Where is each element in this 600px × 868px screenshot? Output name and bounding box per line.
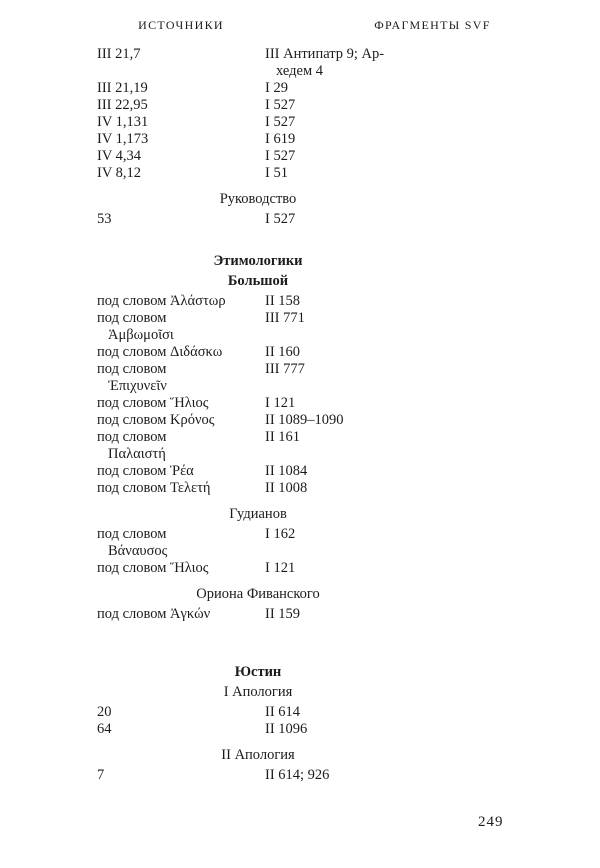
source-ref: IV 8,12 bbox=[97, 165, 142, 181]
source-ref: под словом Ἥλιος bbox=[97, 395, 209, 411]
source-cell bbox=[97, 721, 265, 738]
source-cell bbox=[97, 131, 265, 148]
fragment-cell bbox=[265, 361, 419, 395]
section-heading: Ориона Фиванского bbox=[196, 586, 320, 602]
source-ref: 64 bbox=[97, 721, 112, 737]
source-ref: Ἀμβωμοῖσι bbox=[108, 327, 174, 343]
index-row bbox=[97, 148, 419, 165]
index-table bbox=[97, 46, 419, 784]
fragment-cell bbox=[265, 767, 419, 784]
index-row bbox=[97, 310, 419, 344]
source-ref: под словом Κρόνος bbox=[97, 412, 215, 428]
source-cell bbox=[97, 560, 265, 577]
section-gap bbox=[97, 228, 419, 244]
section-heading: Большой bbox=[227, 273, 289, 289]
fragment-ref: II 1008 bbox=[265, 480, 308, 496]
section-gap bbox=[97, 623, 419, 639]
source-cell bbox=[97, 293, 265, 310]
fragment-cell bbox=[265, 80, 419, 97]
source-cell bbox=[97, 480, 265, 497]
fragment-cell bbox=[265, 560, 419, 577]
index-row bbox=[97, 606, 419, 623]
fragment-cell bbox=[265, 131, 419, 148]
fragment-ref: хедем 4 bbox=[276, 63, 323, 79]
source-cell bbox=[97, 429, 265, 463]
fragment-cell bbox=[265, 606, 419, 623]
fragment-ref: III 771 bbox=[265, 310, 305, 326]
index-row bbox=[97, 165, 419, 182]
source-ref: 7 bbox=[97, 767, 105, 783]
fragment-ref: I 619 bbox=[265, 131, 296, 147]
source-ref: под словом Τελετή bbox=[97, 480, 211, 496]
fragment-ref: I 121 bbox=[265, 395, 296, 411]
fragment-cell bbox=[265, 721, 419, 738]
source-cell bbox=[97, 412, 265, 429]
source-ref: под словом Ἀλάστωρ bbox=[97, 293, 226, 309]
section-heading: Гудианов bbox=[229, 506, 287, 522]
index-row bbox=[97, 131, 419, 148]
fragment-ref: I 527 bbox=[265, 97, 296, 113]
fragment-cell bbox=[265, 526, 419, 560]
index-row bbox=[97, 704, 419, 721]
source-cell bbox=[97, 606, 265, 623]
fragment-ref: II 158 bbox=[265, 293, 301, 309]
fragment-ref: II 614 bbox=[265, 704, 301, 720]
source-cell bbox=[97, 310, 265, 344]
fragment-ref: I 51 bbox=[265, 165, 288, 181]
page-number: 249 bbox=[478, 814, 504, 830]
index-row bbox=[97, 80, 419, 97]
section-heading: II Апология bbox=[221, 747, 295, 763]
fragment-ref: II 161 bbox=[265, 429, 301, 445]
fragment-cell bbox=[265, 704, 419, 721]
source-cell bbox=[97, 704, 265, 721]
index-row bbox=[97, 293, 419, 310]
fragment-ref: II 159 bbox=[265, 606, 301, 622]
index-row bbox=[97, 114, 419, 131]
source-cell bbox=[97, 211, 265, 228]
source-ref: Ἐπιχυνεῖν bbox=[108, 378, 167, 394]
fragment-ref: III 777 bbox=[265, 361, 305, 377]
fragment-ref: I 527 bbox=[265, 148, 296, 164]
fragment-ref: III Антипатр 9; Ар- bbox=[265, 46, 385, 62]
index-row bbox=[97, 560, 419, 577]
section-heading: I Апология bbox=[223, 684, 293, 700]
source-cell bbox=[97, 97, 265, 114]
fragment-ref: I 162 bbox=[265, 526, 296, 542]
source-cell bbox=[97, 395, 265, 412]
source-ref: под словом bbox=[97, 361, 167, 377]
fragment-cell bbox=[265, 148, 419, 165]
source-cell bbox=[97, 526, 265, 560]
fragment-cell bbox=[265, 97, 419, 114]
table-header bbox=[97, 18, 600, 33]
source-cell bbox=[97, 148, 265, 165]
fragment-ref: I 527 bbox=[265, 211, 296, 227]
source-ref: под словом Ῥέα bbox=[97, 463, 194, 479]
source-ref: под словом Ἀγκών bbox=[97, 606, 211, 622]
fragment-ref: II 1096 bbox=[265, 721, 308, 737]
source-cell bbox=[97, 463, 265, 480]
fragment-ref: II 614; 926 bbox=[265, 767, 330, 783]
index-row bbox=[97, 767, 419, 784]
source-cell bbox=[97, 114, 265, 131]
fragment-cell bbox=[265, 344, 419, 361]
source-ref: IV 1,173 bbox=[97, 131, 149, 147]
source-cell bbox=[97, 767, 265, 784]
index-row bbox=[97, 480, 419, 497]
index-row bbox=[97, 412, 419, 429]
fragment-cell bbox=[265, 480, 419, 497]
fragment-ref: II 1084 bbox=[265, 463, 308, 479]
source-ref: IV 4,34 bbox=[97, 148, 142, 164]
index-row bbox=[97, 344, 419, 361]
index-row bbox=[97, 721, 419, 738]
index-row bbox=[97, 361, 419, 395]
fragment-ref: I 121 bbox=[265, 560, 296, 576]
source-ref: III 22,95 bbox=[97, 97, 148, 113]
source-ref: под словом bbox=[97, 429, 167, 445]
source-cell bbox=[97, 361, 265, 395]
fragment-cell bbox=[265, 395, 419, 412]
source-ref: Παλαιστή bbox=[108, 446, 166, 462]
fragment-cell bbox=[265, 114, 419, 131]
source-ref: под словом Ἥλιος bbox=[97, 560, 209, 576]
source-cell bbox=[97, 165, 265, 182]
section-heading: Руководство bbox=[219, 191, 297, 207]
fragments-column-header: ФРАГМЕНТЫ SVF bbox=[374, 18, 491, 32]
fragment-cell bbox=[265, 463, 419, 480]
source-cell bbox=[97, 80, 265, 97]
fragment-cell bbox=[265, 310, 419, 344]
fragment-cell bbox=[265, 429, 419, 463]
index-row bbox=[97, 526, 419, 560]
index-row bbox=[97, 429, 419, 463]
index-row bbox=[97, 395, 419, 412]
section-gap bbox=[97, 639, 419, 655]
fragment-cell bbox=[265, 46, 419, 80]
index-row bbox=[97, 463, 419, 480]
source-ref: Βάναυσος bbox=[108, 543, 168, 559]
fragment-ref: I 29 bbox=[265, 80, 288, 96]
sources-column-header: ИСТОЧНИКИ bbox=[138, 18, 224, 32]
section-heading: Этимологики bbox=[213, 253, 303, 269]
source-ref: IV 1,131 bbox=[97, 114, 149, 130]
source-ref: под словом bbox=[97, 310, 167, 326]
index-row bbox=[97, 211, 419, 228]
source-cell bbox=[97, 46, 265, 80]
source-ref: III 21,7 bbox=[97, 46, 141, 62]
fragment-cell bbox=[265, 412, 419, 429]
source-ref: 53 bbox=[97, 211, 112, 227]
fragment-cell bbox=[265, 165, 419, 182]
section-heading: Юстин bbox=[234, 664, 282, 680]
source-ref: 20 bbox=[97, 704, 112, 720]
source-ref: III 21,19 bbox=[97, 80, 148, 96]
source-ref: под словом bbox=[97, 526, 167, 542]
source-cell bbox=[97, 344, 265, 361]
fragment-cell bbox=[265, 211, 419, 228]
index-row bbox=[97, 46, 419, 80]
fragment-ref: I 527 bbox=[265, 114, 296, 130]
fragment-cell bbox=[265, 293, 419, 310]
source-ref: под словом Διδάσκω bbox=[97, 344, 223, 360]
index-row bbox=[97, 97, 419, 114]
fragment-ref: II 1089–1090 bbox=[265, 412, 344, 428]
fragment-ref: II 160 bbox=[265, 344, 301, 360]
